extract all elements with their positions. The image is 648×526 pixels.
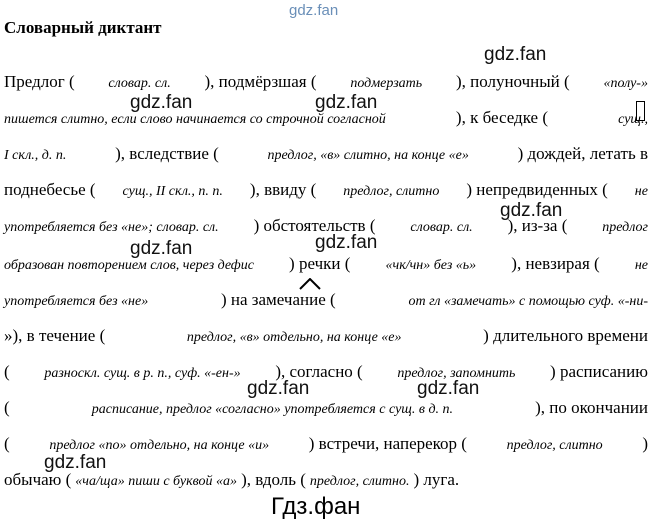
watermark-text: gdz.fan — [417, 378, 480, 399]
text-span: ), из-за ( — [507, 216, 568, 235]
caret-mark — [299, 278, 321, 290]
watermark-text: gdz.fan — [130, 92, 193, 113]
text-span: ), вдоль ( — [241, 470, 306, 489]
watermark-text: gdz.fan — [289, 2, 339, 19]
text-span: ) — [642, 434, 648, 453]
text-line — [4, 254, 648, 276]
text-span: ), к беседке ( — [455, 108, 548, 127]
note-span: от гл «замечать» с помощью суф. «-ни- — [408, 294, 648, 309]
note-span: подмерзать — [350, 76, 423, 91]
text-span: ( — [4, 398, 10, 417]
watermark-text: gdz.fan — [247, 378, 310, 399]
text-span: ) обстоятельств ( — [253, 216, 376, 235]
watermark-text: gdz.fan — [500, 200, 563, 221]
text-span: ), по окончании — [535, 398, 648, 417]
text-span: Предлог ( — [4, 72, 75, 91]
note-span: не — [634, 184, 648, 199]
watermark-text: gdz.fan — [315, 232, 378, 253]
text-span: ) длительного времени — [483, 326, 648, 345]
note-span: расписание, предлог «согласно» употребляется с сущ. в д. п. — [91, 402, 454, 417]
text-line — [4, 180, 648, 202]
note-span: разноскл. сущ. в р. п., суф. «-ен-» — [44, 366, 241, 381]
text-span: ( — [4, 434, 10, 453]
text-span: ), согласно ( — [275, 362, 363, 381]
text-span: ), вследствие ( — [115, 144, 219, 163]
text-line — [4, 362, 648, 384]
note-span: сущ., II скл., п. п. — [122, 184, 223, 199]
watermark-text: gdz.fan — [484, 44, 547, 65]
note-span: употребляется без «не»; словар. сл. — [4, 220, 219, 235]
text-span: ) расписанию — [550, 362, 648, 381]
text-line — [4, 326, 648, 348]
note-span: не — [634, 258, 648, 273]
note-span: употребляется без «не» — [4, 294, 149, 309]
text-span: ), подмёрзшая ( — [204, 72, 317, 91]
note-span: «полу-» — [603, 76, 648, 91]
text-span: ) на замечание ( — [220, 290, 336, 309]
text-span: обычаю ( — [4, 470, 72, 489]
note-span: I скл., д. п. — [4, 148, 67, 163]
text-span: ), полуночный ( — [455, 72, 570, 91]
text-line — [4, 398, 648, 420]
text-span: ) речки ( — [289, 254, 351, 273]
note-span: словар. сл. — [108, 76, 171, 91]
text-span: ), ввиду ( — [249, 180, 317, 199]
note-span: сущ., — [618, 112, 648, 127]
text-line — [4, 290, 648, 312]
note-span: предлог «по» отдельно, на конце «и» — [49, 438, 270, 453]
note-span: «ча/ща» пиши с буквой «а» — [75, 474, 238, 489]
watermark-text: gdz.fan — [315, 92, 378, 113]
note-span: предлог — [602, 220, 648, 235]
note-span: предлог, слитно — [343, 184, 440, 199]
note-span: словар. сл. — [410, 220, 473, 235]
note-span: предлог, запомнить — [397, 366, 516, 381]
page-title: Словарный диктант — [4, 18, 162, 37]
note-span: «чк/чн» без «ь» — [385, 258, 477, 273]
box-mark — [636, 101, 645, 121]
text-span: ) луга. — [413, 470, 460, 489]
note-span: образован повторением слов, через дефис — [4, 258, 254, 273]
note-span: предлог, «в» отдельно, на конце «е» — [186, 330, 402, 345]
watermark-text: gdz.fan — [130, 238, 193, 259]
text-span: ) встречи, наперекор ( — [308, 434, 467, 453]
text-span: ( — [4, 362, 10, 381]
watermark-text: gdz.fan — [44, 452, 107, 473]
text-span: ) непредвиденных ( — [466, 180, 608, 199]
note-span: пишется слитно, если слово начинается со строчной согласной — [4, 112, 386, 127]
text-span: ), невзирая ( — [511, 254, 600, 273]
note-span: предлог, слитно. — [309, 474, 410, 489]
note-span: предлог, слитно — [506, 438, 603, 453]
text-span: поднебесье ( — [4, 180, 96, 199]
note-span: предлог, «в» слитно, на конце «е» — [267, 148, 469, 163]
text-line — [4, 144, 648, 166]
text-line — [4, 72, 648, 94]
text-span: »), в течение ( — [4, 326, 106, 345]
watermark-text: Гдз.фан — [271, 493, 361, 520]
text-span: ) дождей, летать в — [517, 144, 648, 163]
